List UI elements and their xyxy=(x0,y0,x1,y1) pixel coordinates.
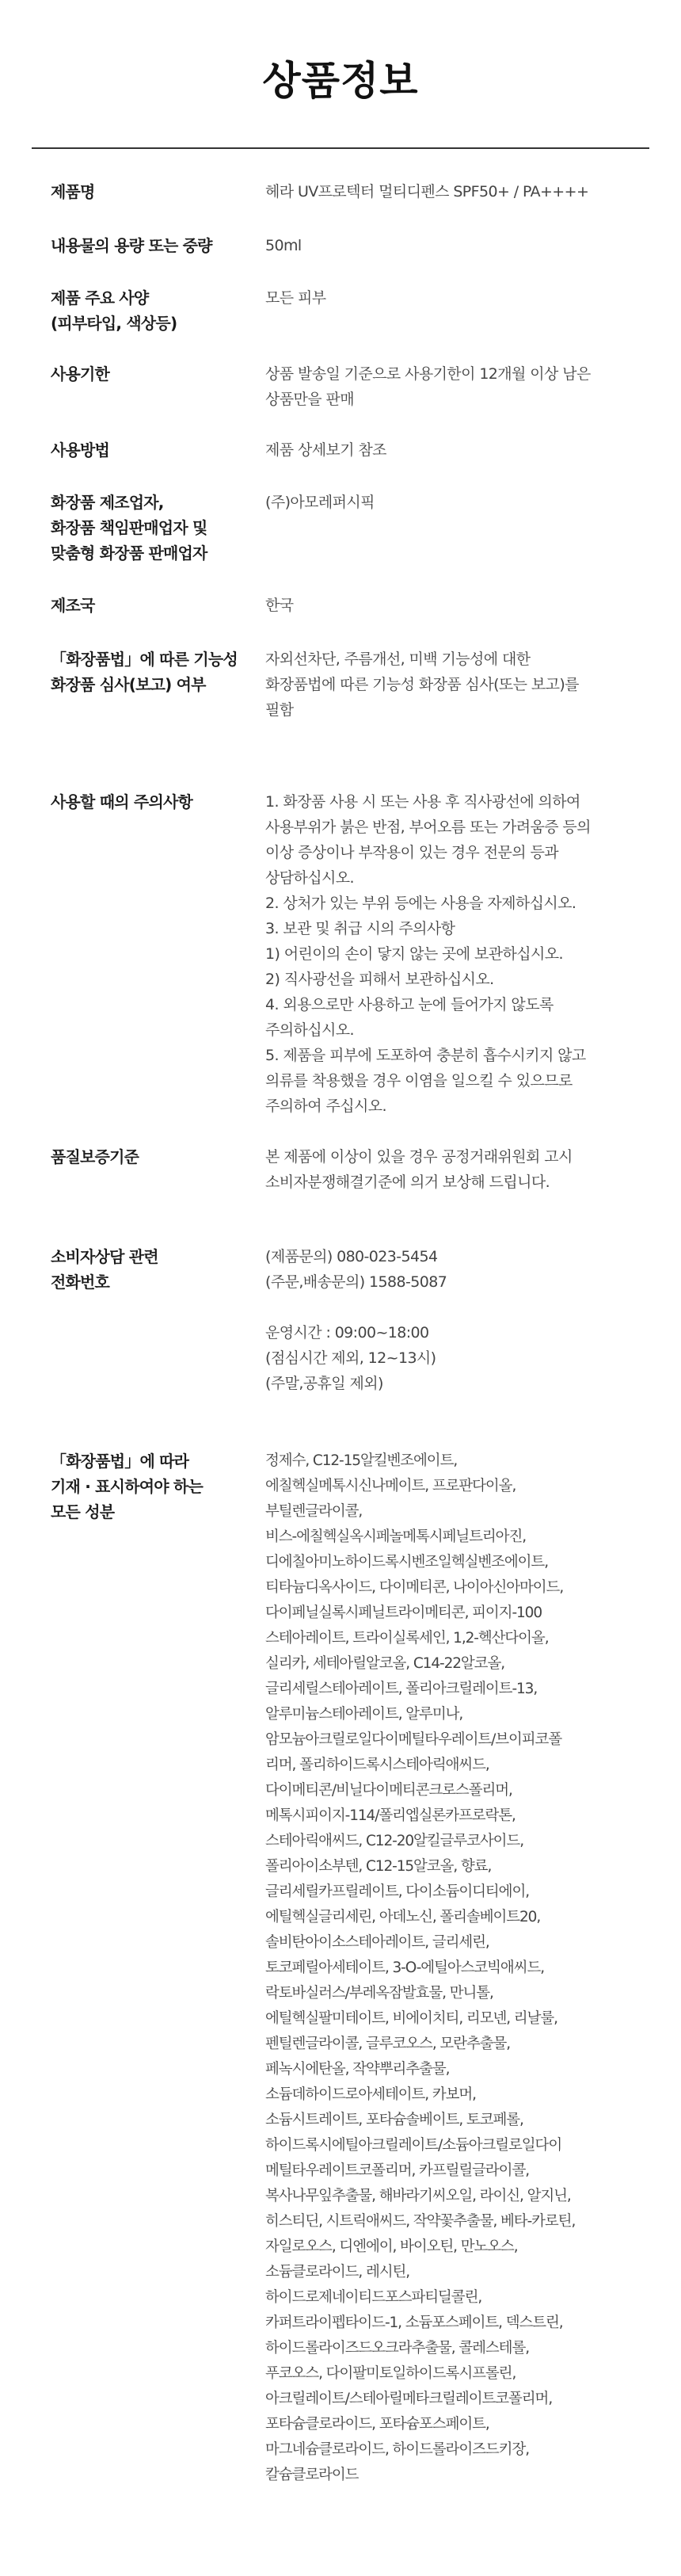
label-product-name: 제품명 xyxy=(51,182,95,201)
label-precautions: 사용할 때의 주의사항 xyxy=(51,792,193,811)
label-ingredients: 「화장품법」에 따라 기재 · 표시하여야 하는 모든 성분 xyxy=(51,1452,203,1521)
value-functional-review: 자외선차단, 주름개선, 미백 기능성에 대한 화장품법에 따른 기능성 화장품 심사(또는 보고)를 필함 xyxy=(265,651,579,719)
value-product-name: 헤라 UV프로텍터 멀티디펜스 SPF50+ / PA++++ xyxy=(265,183,589,200)
value-manufacturer: (주)아모레퍼시픽 xyxy=(265,494,375,511)
label-expiration: 사용기한 xyxy=(51,364,110,384)
value-usage: 제품 상세보기 참조 xyxy=(265,441,386,459)
value-customer-service: (제품문의) 080-023-5454 (주문,배송문의) 1588-5087 운영시간 : 09:00~18:00 (점심시간 제외, 12~13시) (주말,공휴일 제외) xyxy=(265,1248,447,1392)
value-expiration: 상품 발송일 기준으로 사용기한이 12개월 이상 남은 상품만을 판매 xyxy=(265,365,591,408)
value-ingredients: 정제수, C12-15알킬벤조에이트, 에칠헥실메톡시신나메이트, 프로판다이올, 부틸렌글라이콜, 비스-에칠헥실옥시페놀메톡시페닐트리아진, 디에칠아미노하이드록시벤조일헥실벤조에이트, 티타늄디옥사이드, 다이메티콘, 나이아신아마이드, 다이페닐실록시페닐트라이메티콘, 피이지-100 스테아레이트, 트라이실록세인, 1,2-헥산다이올, 실리카, 세테아릴알코올, C14-22알코올, 글리세릴스테아레이트, 폴리아크릴레이트-13, 알루미늄스테아레이트, 알루미나, 암모늄아크릴로일다이메틸타우레이트/브이피코폴 리머, 폴리하이드록시스테아릭애씨드, 다이메티콘/비닐다이메티콘크로스폴리머, 메톡시피이지-114/폴리엡실론카프로락톤, 스테아릭애씨드, C12-20알킬글루코사이드, 폴리아이소부텐, C12-15알코올, 향료, 글리세릴카프릴레이트, 다이소듐이디티에이, 에틸헥실글리세린, 아데노신, 폴리솔베이트20, 솔비탄아이소스테아레이트, 글리세린, 토코페릴아세테이트, 3-O-에틸아스코빅애씨드, 락토바실러스/부레옥잠발효물, 만니톨, 에틸헥실팔미테이트, 비에이치티, 리모넨, 리날룰, 펜틸렌글라이콜, 글루코오스, 모란추출물, 페녹시에탄올, 작약뿌리추출물, 소듐데하이드로아세테이트, 카보머, 소듐시트레이트, 포타슘솔베이트, 토코페롤, 하이드록시에틸아크릴레이트/소듐아크릴로일다이 메틸타우레이트코폴리머, 카프릴릴글라이콜, 복사나무잎추출물, 해바라기씨오일, 라이신, 알지닌, 히스티딘, 시트릭애씨드, 작약꽃추출물, 베타-카로틴, 자일로오스, 디엔에이, 바이오틴, 만노오스, 소듐클로라이드, 레시틴, 하이드로제네이티드포스파티딜콜린, 카퍼트라이펩타이드-1, 소듐포스페이트, 덱스트린, 하이드롤라이즈드오크라추출물, 콜레스테롤, 푸코오스, 다이팔미토일하이드록시프롤린, 아크릴레이트/스테아릴메타크릴레이트코폴리머, 포타슘클로라이드, 포타슘포스페이트, 마그네슘클로라이드, 하이드롤라이즈드키장, 칼슘클로라이드 xyxy=(265,1452,576,2483)
value-specifications: 모든 피부 xyxy=(265,289,326,307)
value-capacity: 50ml xyxy=(265,237,302,254)
label-manufacturer: 화장품 제조업자, 화장품 책임판매업자 및 맞춤형 화장품 판매업자 xyxy=(51,493,207,563)
label-specifications: 제품 주요 사양 (피부타입, 색상등) xyxy=(51,288,177,333)
label-capacity: 내용물의 용량 또는 중량 xyxy=(51,236,212,255)
page-title: 상품정보 xyxy=(262,58,419,104)
label-country: 제조국 xyxy=(51,596,95,615)
title-divider xyxy=(32,147,649,149)
value-precautions: 1. 화장품 사용 시 또는 사용 후 직사광선에 의하여 사용부위가 붉은 반점, 부어오름 또는 가려움증 등의 이상 증상이나 부작용이 있는 경우 전문의 등과 상담하십시오. 2. 상처가 있는 부위 등에는 사용을 자제하십시오. 3. 보관 및 취급 시의 주의사항 1) 어린이의 손이 닿지 않는 곳에 보관하십시오. 2) 직사광선을 피해서 보관하십시오. 4. 외용으로만 사용하고 눈에 들어가지 않도록 주의하십시오. 5. 제품을 피부에 도포하여 충분히 흡수시키지 않고 의류를 착용했을 경우 이염을 일으킬 수 있으므로 주의하여 주십시오. xyxy=(265,793,591,1115)
value-quality-guarantee: 본 제품에 이상이 있을 경우 공정거래위원회 고시 소비자분쟁해결기준에 의거 보상해 드립니다. xyxy=(265,1148,573,1191)
label-functional-review: 「화장품법」에 따른 기능성 화장품 심사(보고) 여부 xyxy=(51,650,238,694)
label-quality-guarantee: 품질보증기준 xyxy=(51,1147,139,1166)
label-customer-service: 소비자상담 관련 전화번호 xyxy=(51,1247,158,1292)
label-usage: 사용방법 xyxy=(51,441,110,460)
value-country: 한국 xyxy=(265,597,294,614)
